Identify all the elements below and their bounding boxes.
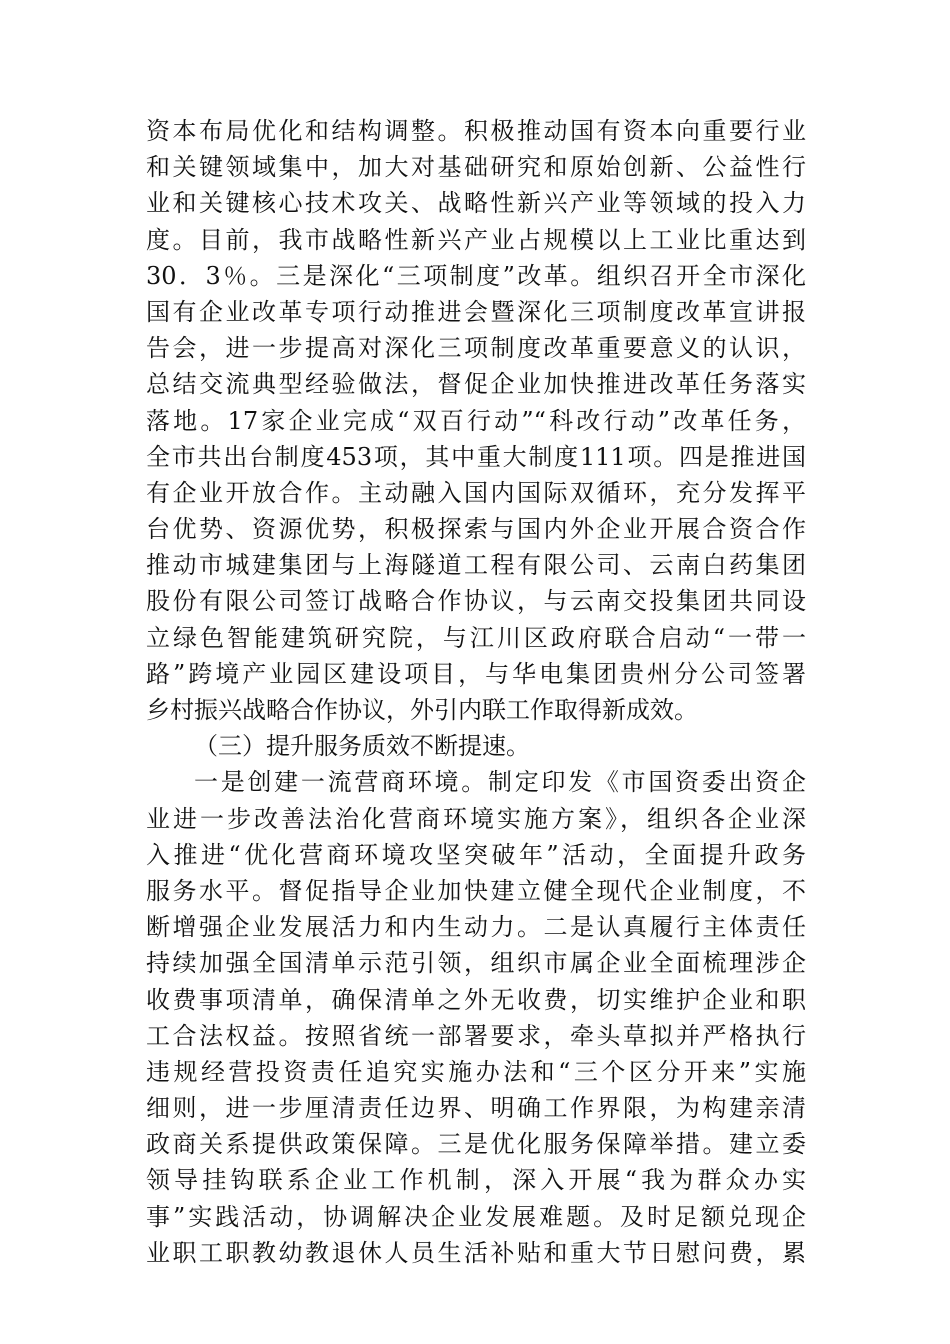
document-body: [146, 113, 806, 1271]
text-line: 台优势、资源优势，积极探索与国内外企业开展合资合作: [146, 515, 806, 544]
text-line: 和关键领域集中，加大对基础研究和原始创新、公益性行: [146, 153, 806, 182]
text-line: 业进一步改善法治化营商环境实施方案》，组织各企业深: [146, 804, 806, 833]
text-line: 有企业开放合作。主动融入国内国际双循环，充分发挥平: [146, 478, 806, 507]
text-line: 告会，进一步提高对深化三项制度改革重要意义的认识，: [146, 334, 806, 363]
text-line: 政商关系提供政策保障。三是优化服务保障举措。建立委: [146, 1130, 806, 1159]
text-line: 领导挂钩联系企业工作机制，深入开展“我为群众办实: [146, 1166, 806, 1195]
text-line: 推动市城建集团与上海隧道工程有限公司、云南白药集团: [146, 551, 806, 580]
text-line: 路”跨境产业园区建设项目，与华电集团贵州分公司签署: [146, 659, 806, 688]
text-line: 业职工职教幼教退休人员生活补贴和重大节日慰问费，累: [146, 1238, 806, 1267]
text-line: 立绿色智能建筑研究院，与江川区政府联合启动“一带一: [146, 623, 806, 652]
text-line: 服务水平。督促指导企业加快建立健全现代企业制度，不: [146, 876, 806, 905]
text-line: 国有企业改革专项行动推进会暨深化三项制度改革宣讲报: [146, 297, 806, 326]
text-line: 违规经营投资责任追究实施办法和“三个区分开来”实施: [146, 1057, 806, 1086]
text-line: 工合法权益。按照省统一部署要求，牵头草拟并严格执行: [146, 1021, 806, 1050]
text-line: 乡村振兴战略合作协议，外引内联工作取得新成效。: [146, 696, 698, 724]
text-line: 断增强企业发展活力和内生动力。二是认真履行主体责任: [146, 913, 806, 942]
text-line: 细则，进一步厘清责任边界、明确工作界限，为构建亲清: [146, 1094, 806, 1123]
text-line: 总结交流典型经验做法，督促企业加快推进改革任务落实: [146, 370, 806, 399]
text-line: 持续加强全国清单示范引领，组织市属企业全面梳理涉企: [146, 949, 806, 978]
text-line: 一是创建一流营商环境。制定印发《市国资委出资企: [194, 768, 806, 797]
text-line: 30．3％。三是深化“三项制度”改革。组织召开全市深化: [146, 261, 806, 290]
text-line: 股份有限公司签订战略合作协议，与云南交投集团共同设: [146, 587, 806, 616]
text-line: 业和关键核心技术攻关、战略性新兴产业等领域的投入力: [146, 189, 806, 218]
text-line: 度。目前，我市战略性新兴产业占规模以上工业比重达到: [146, 225, 806, 254]
text-line: 入推进“优化营商环境攻坚突破年”活动，全面提升政务: [146, 840, 806, 869]
section-heading: （三）提升服务质效不断提速。: [194, 732, 530, 761]
text-line: 全市共出台制度453项，其中重大制度111项。四是推进国: [146, 442, 806, 471]
text-line: 事”实践活动，协调解决企业发展难题。及时足额兑现企: [146, 1202, 806, 1231]
text-line: 资本布局优化和结构调整。积极推动国有资本向重要行业: [146, 117, 806, 145]
text-line: 收费事项清单，确保清单之外无收费，切实维护企业和职: [146, 985, 806, 1014]
text-line: 落地。17家企业完成“双百行动”“科改行动”改革任务，: [146, 406, 806, 435]
